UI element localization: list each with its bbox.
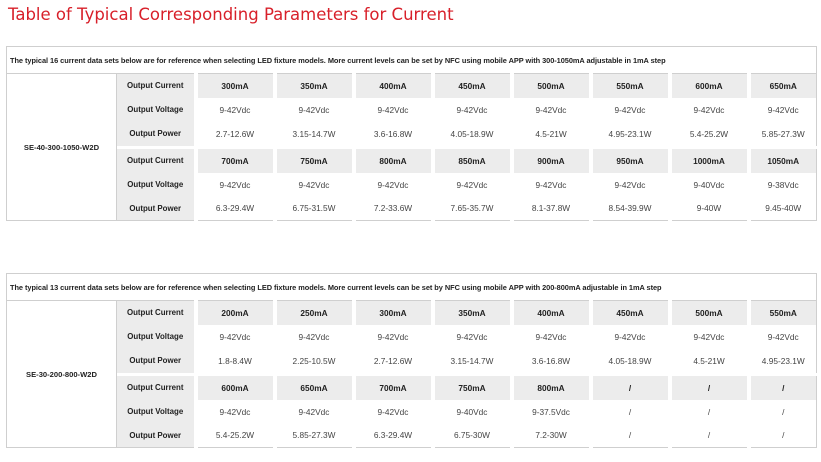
row-label-voltage: Output Voltage <box>117 173 196 197</box>
row-label-current: Output Current <box>117 74 196 98</box>
power-cell: 2.7-12.6W <box>354 349 433 373</box>
power-cell: 4.05-18.9W <box>433 122 512 146</box>
power-cell: 6.3-29.4W <box>196 197 275 221</box>
table-row <box>7 173 817 197</box>
current-cell: / <box>670 376 749 400</box>
table-row <box>7 197 817 221</box>
table-row <box>7 424 817 448</box>
voltage-cell: / <box>670 400 749 424</box>
power-cell: 6.75-30W <box>433 424 512 448</box>
voltage-cell: / <box>591 400 670 424</box>
power-cell: 4.5-21W <box>512 122 591 146</box>
voltage-cell: 9-42Vdc <box>196 173 275 197</box>
voltage-cell: 9-42Vdc <box>196 325 275 349</box>
power-cell: 4.05-18.9W <box>591 349 670 373</box>
voltage-cell: 9-42Vdc <box>433 325 512 349</box>
voltage-cell: 9-42Vdc <box>670 325 749 349</box>
current-cell: / <box>749 376 817 400</box>
table-header-note: The typical 16 current data sets below are for reference when selecting LED fixture models. More current levels can be set by NFC using mobile APP with 300-1050mA adjustable in 1mA step <box>7 47 817 74</box>
power-cell: 2.7-12.6W <box>196 122 275 146</box>
table-row <box>7 301 817 325</box>
current-cell: 750mA <box>275 149 354 173</box>
current-cell: 450mA <box>433 74 512 98</box>
power-cell: 3.6-16.8W <box>354 122 433 146</box>
voltage-cell: 9-42Vdc <box>670 98 749 122</box>
voltage-cell: 9-38Vdc <box>749 173 817 197</box>
power-cell: / <box>591 424 670 448</box>
current-cell: 850mA <box>433 149 512 173</box>
row-label-current: Output Current <box>117 149 196 173</box>
power-cell: / <box>670 424 749 448</box>
power-cell: 8.1-37.8W <box>512 197 591 221</box>
current-cell: 800mA <box>354 149 433 173</box>
current-table-1 <box>6 46 817 221</box>
current-cell: 250mA <box>275 301 354 325</box>
table-header-note: The typical 13 current data sets below are for reference when selecting LED fixture models. More current levels can be set by NFC using mobile APP with 200-800mA adjustable in 1mA step <box>7 274 817 301</box>
power-cell: 3.15-14.7W <box>275 122 354 146</box>
current-cell: 1050mA <box>749 149 817 173</box>
row-label-current: Output Current <box>117 376 196 400</box>
voltage-cell: 9-42Vdc <box>275 98 354 122</box>
current-cell: 300mA <box>196 74 275 98</box>
current-cell: 700mA <box>354 376 433 400</box>
model-name: SE-30-200-800-W2D <box>7 301 117 448</box>
current-cell: 950mA <box>591 149 670 173</box>
voltage-cell: 9-42Vdc <box>275 400 354 424</box>
table-row <box>7 400 817 424</box>
current-cell: 600mA <box>196 376 275 400</box>
voltage-cell: 9-42Vdc <box>512 173 591 197</box>
current-cell: 500mA <box>670 301 749 325</box>
current-cell: 600mA <box>670 74 749 98</box>
row-label-voltage: Output Voltage <box>117 400 196 424</box>
voltage-cell: 9-40Vdc <box>433 400 512 424</box>
power-cell: 9.45-40W <box>749 197 817 221</box>
power-cell: 4.5-21W <box>670 349 749 373</box>
row-label-power: Output Power <box>117 349 196 373</box>
table-row <box>7 122 817 146</box>
power-cell: 3.6-16.8W <box>512 349 591 373</box>
current-cell: 350mA <box>275 74 354 98</box>
voltage-cell: 9-42Vdc <box>433 98 512 122</box>
voltage-cell: 9-42Vdc <box>591 325 670 349</box>
power-cell: 6.75-31.5W <box>275 197 354 221</box>
power-cell: 5.4-25.2W <box>670 122 749 146</box>
parameters-table <box>6 273 817 448</box>
voltage-cell: 9-42Vdc <box>354 98 433 122</box>
row-label-power: Output Power <box>117 424 196 448</box>
voltage-cell: 9-42Vdc <box>749 98 817 122</box>
table-row <box>7 325 817 349</box>
row-label-power: Output Power <box>117 122 196 146</box>
current-cell: 650mA <box>749 74 817 98</box>
power-cell: 1.8-8.4W <box>196 349 275 373</box>
table-row <box>7 376 817 400</box>
current-cell: 750mA <box>433 376 512 400</box>
voltage-cell: 9-40Vdc <box>670 173 749 197</box>
voltage-cell: 9-42Vdc <box>275 173 354 197</box>
parameters-table <box>6 46 817 221</box>
power-cell: 7.2-33.6W <box>354 197 433 221</box>
current-cell: / <box>591 376 670 400</box>
voltage-cell: 9-42Vdc <box>275 325 354 349</box>
voltage-cell: 9-37.5Vdc <box>512 400 591 424</box>
power-cell: 8.54-39.9W <box>591 197 670 221</box>
power-cell: 4.95-23.1W <box>591 122 670 146</box>
model-name: SE-40-300-1050-W2D <box>7 74 117 221</box>
voltage-cell: 9-42Vdc <box>512 98 591 122</box>
current-cell: 400mA <box>512 301 591 325</box>
current-table-2 <box>6 273 817 448</box>
power-cell: 4.95-23.1W <box>749 349 817 373</box>
voltage-cell: 9-42Vdc <box>354 173 433 197</box>
voltage-cell: / <box>749 400 817 424</box>
power-cell: / <box>749 424 817 448</box>
current-cell: 550mA <box>591 74 670 98</box>
current-cell: 500mA <box>512 74 591 98</box>
power-cell: 9-40W <box>670 197 749 221</box>
power-cell: 5.85-27.3W <box>749 122 817 146</box>
current-cell: 900mA <box>512 149 591 173</box>
row-label-voltage: Output Voltage <box>117 325 196 349</box>
row-label-power: Output Power <box>117 197 196 221</box>
voltage-cell: 9-42Vdc <box>196 98 275 122</box>
power-cell: 2.25-10.5W <box>275 349 354 373</box>
voltage-cell: 9-42Vdc <box>591 98 670 122</box>
current-cell: 700mA <box>196 149 275 173</box>
power-cell: 3.15-14.7W <box>433 349 512 373</box>
current-cell: 650mA <box>275 376 354 400</box>
row-label-voltage: Output Voltage <box>117 98 196 122</box>
table-row <box>7 349 817 373</box>
current-cell: 350mA <box>433 301 512 325</box>
current-cell: 400mA <box>354 74 433 98</box>
row-label-current: Output Current <box>117 301 196 325</box>
power-cell: 5.4-25.2W <box>196 424 275 448</box>
power-cell: 7.65-35.7W <box>433 197 512 221</box>
table-row <box>7 149 817 173</box>
table-row <box>7 98 817 122</box>
current-cell: 1000mA <box>670 149 749 173</box>
power-cell: 6.3-29.4W <box>354 424 433 448</box>
power-cell: 7.2-30W <box>512 424 591 448</box>
voltage-cell: 9-42Vdc <box>354 400 433 424</box>
voltage-cell: 9-42Vdc <box>354 325 433 349</box>
table-row <box>7 74 817 98</box>
page-title: Table of Typical Corresponding Parameters for Current <box>8 5 454 24</box>
voltage-cell: 9-42Vdc <box>196 400 275 424</box>
current-cell: 300mA <box>354 301 433 325</box>
power-cell: 5.85-27.3W <box>275 424 354 448</box>
current-cell: 550mA <box>749 301 817 325</box>
current-cell: 450mA <box>591 301 670 325</box>
current-cell: 200mA <box>196 301 275 325</box>
voltage-cell: 9-42Vdc <box>749 325 817 349</box>
voltage-cell: 9-42Vdc <box>433 173 512 197</box>
current-cell: 800mA <box>512 376 591 400</box>
voltage-cell: 9-42Vdc <box>591 173 670 197</box>
voltage-cell: 9-42Vdc <box>512 325 591 349</box>
